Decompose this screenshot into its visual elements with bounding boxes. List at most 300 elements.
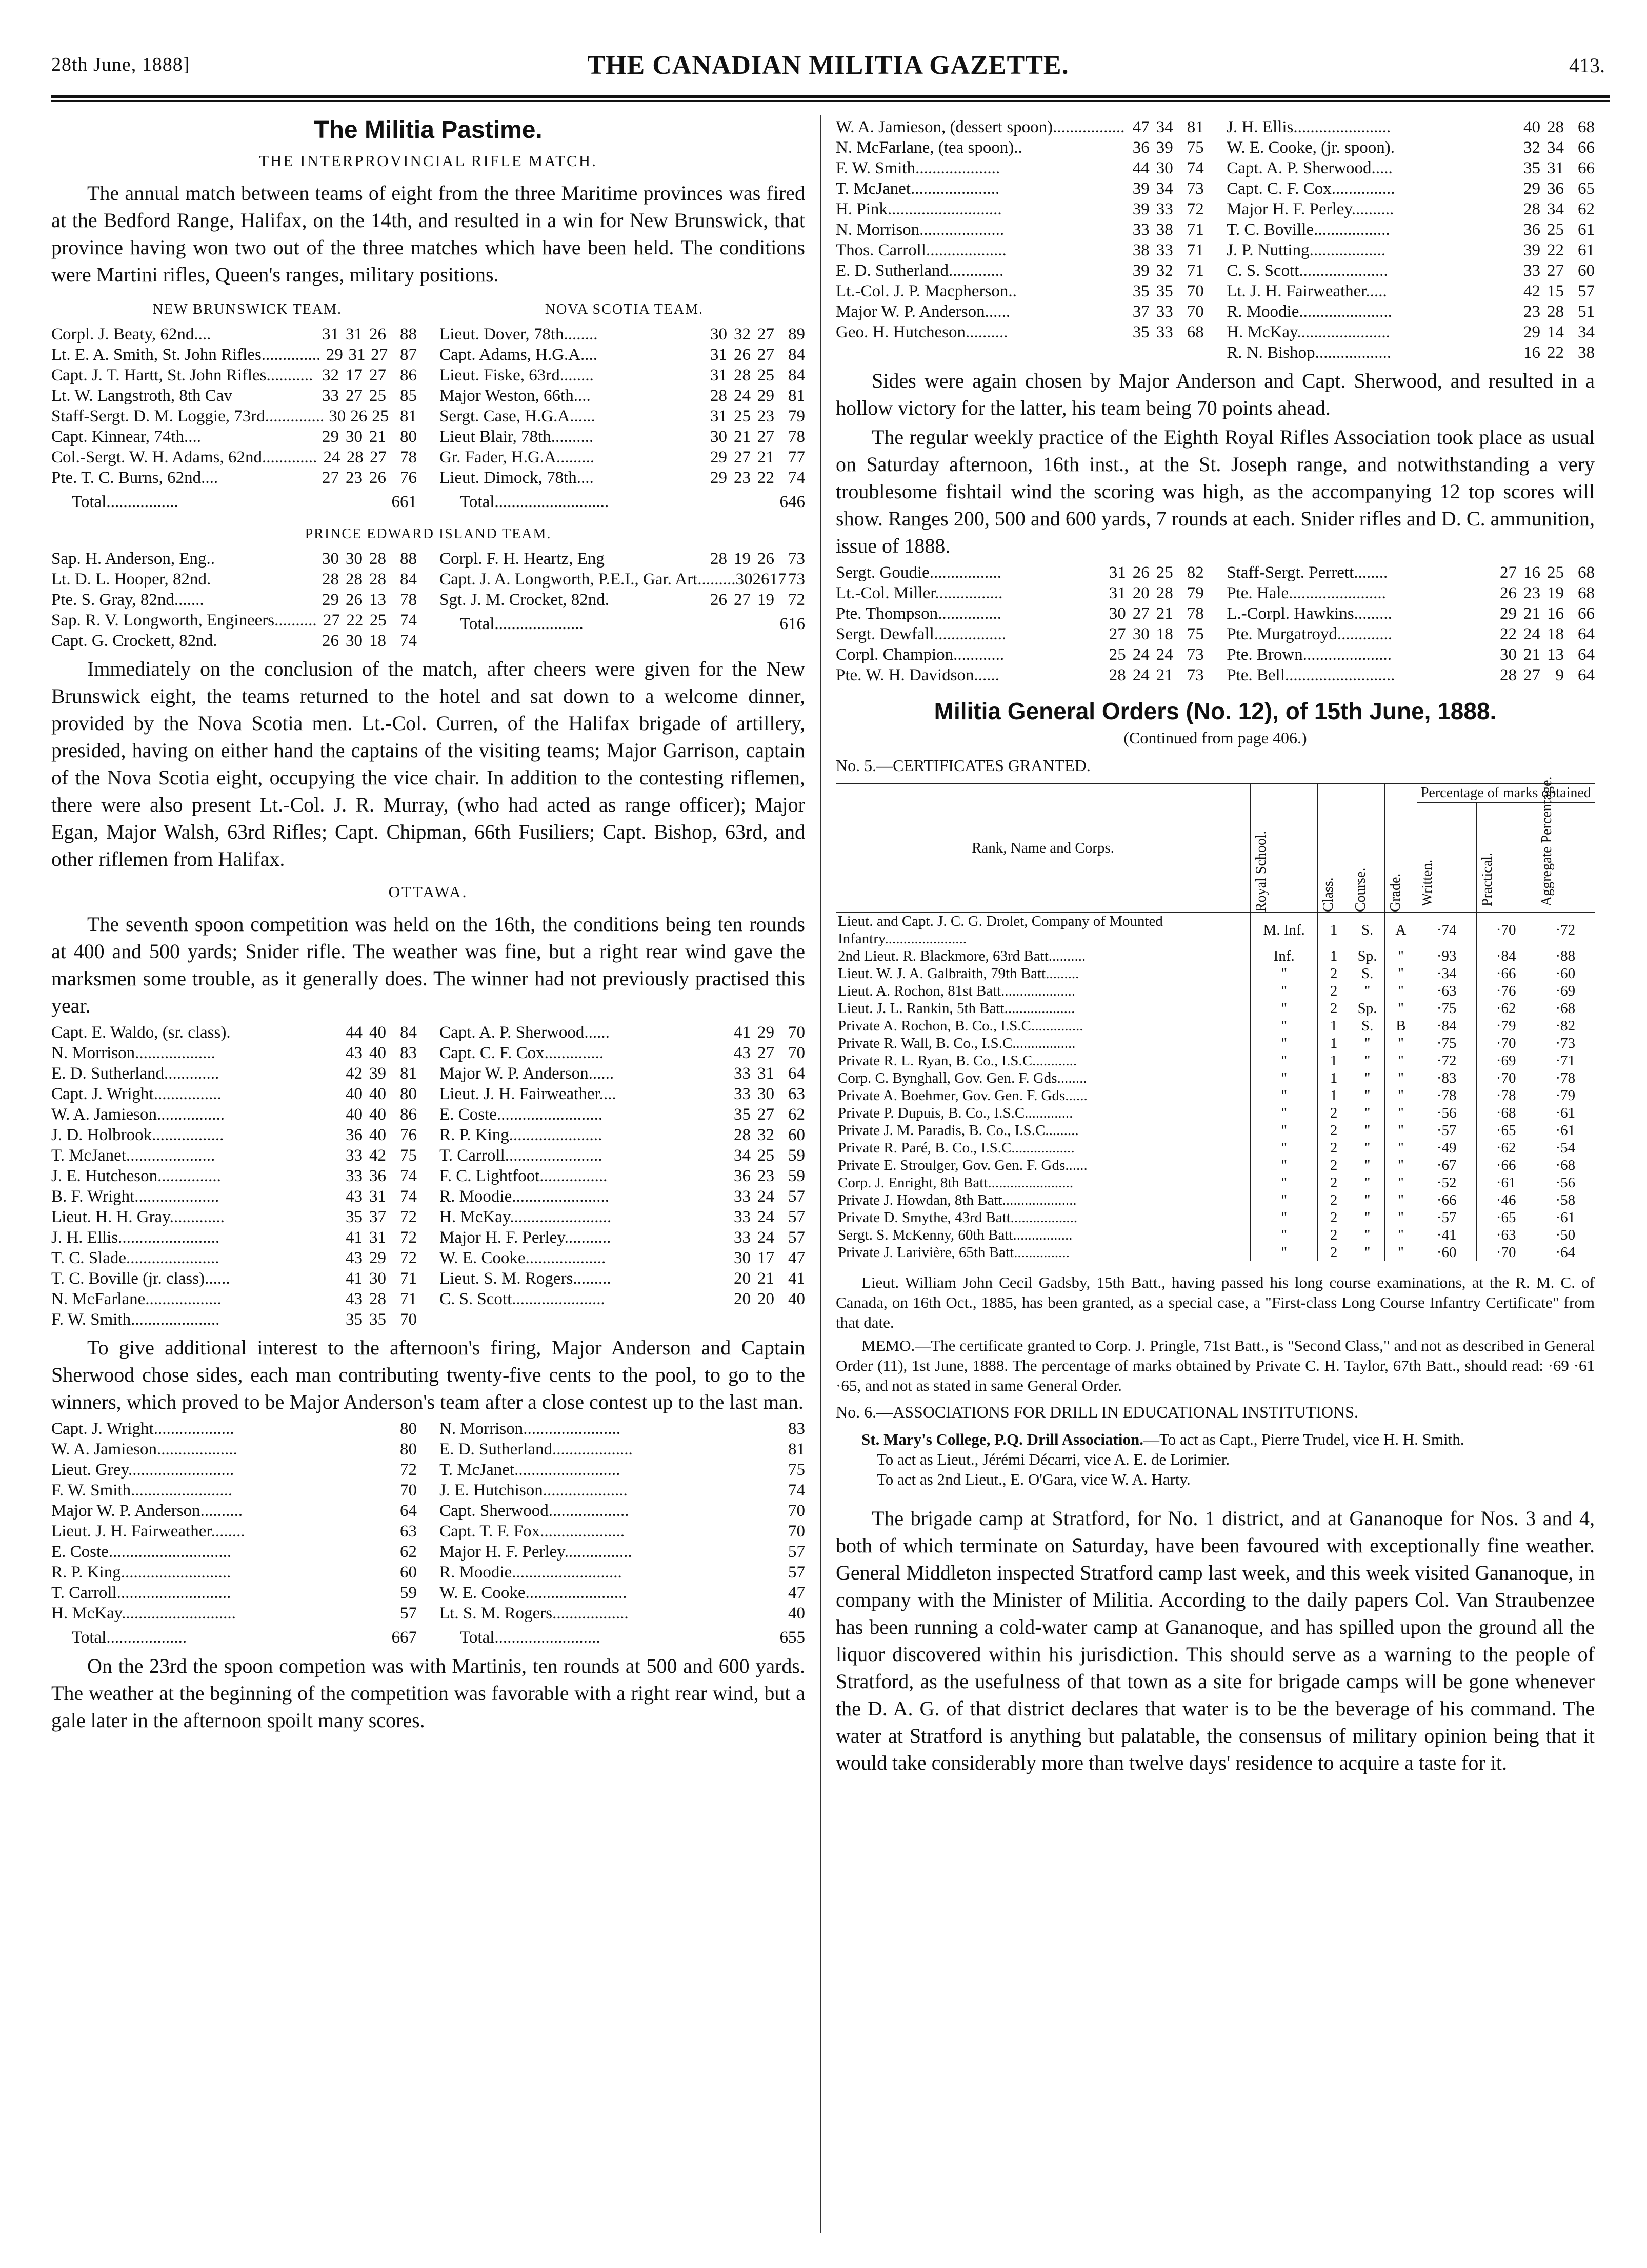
table-cell: S. [1350,965,1384,982]
score-row [1227,158,1595,178]
score-row [836,178,1204,199]
marksman-name: C. S. Scott..................... [1227,261,1388,280]
score-row [836,158,1204,178]
score-total: 57 [1578,282,1595,300]
table-cell: ·63 [1417,982,1476,1000]
score-value: 31 [1109,563,1126,582]
score-total: 66 [1578,159,1595,177]
score-row [51,631,417,651]
table-cell: ·60 [1417,1244,1476,1261]
score-value: 26 [350,407,368,426]
score-value: 41 [345,1269,363,1288]
marksman-name: Capt. J. A. Longworth, P.E.I., Gar. Art......... [439,570,736,589]
score-value: 23 [1523,584,1540,602]
marksman-name: Gr. Fader, H.G.A......... [439,448,595,467]
score-value: 28 [710,387,727,405]
marksman-name: T. Carroll....................... [439,1146,602,1165]
score-total: 72 [399,1228,417,1247]
score-total: 89 [788,325,805,343]
marksman-name: Capt. C. F. Cox............... [1227,179,1395,198]
col-header-course: Course. [1350,783,1384,913]
table-cell: " [1350,1209,1384,1226]
table-cell: ·70 [1476,1035,1536,1052]
score-total: 74 [788,1481,805,1500]
rank-name-corps: Lieut. A. Rochon, 81st Batt.................... [838,983,1076,999]
score-value: 31 [348,346,366,364]
score-value: 40 [369,1126,386,1144]
table-cell: ·76 [1476,982,1536,1000]
score-row [1227,322,1595,342]
score-total: 38 [1578,343,1595,362]
marksman-name: L.-Corpl. Hawkins......... [1227,604,1392,623]
score-row [51,1419,417,1439]
score-value: 35 [345,1310,363,1329]
score-total: 80 [399,1440,417,1459]
score-value: 22 [1500,625,1517,643]
score-row [51,1022,417,1043]
table-cell: 2 [1318,1174,1350,1191]
score-row [51,1166,417,1186]
score-value: 30 [322,550,339,568]
score-row [51,1104,417,1125]
spoon-scores [836,117,1595,363]
score-total: 60 [1578,261,1595,280]
table-cell: " [1385,1052,1417,1069]
score-row [439,590,805,610]
table-cell: 2 [1318,1122,1350,1139]
marksman-name: Major H. F. Perley.......... [1227,200,1394,218]
table-cell: " [1350,1139,1384,1157]
score-value: 19 [1547,584,1564,602]
table-cell: " [1350,1035,1384,1052]
header-rule-thin [51,100,1610,102]
score-row [439,1603,805,1624]
score-list [51,324,417,488]
score-total: 71 [1187,241,1204,259]
score-row [1227,603,1595,624]
score-value: 34 [1156,179,1173,198]
score-row [51,1542,417,1562]
score-row [51,324,417,345]
marksman-name: Pte. Hale....................... [1227,584,1386,602]
score-value: 27 [371,346,388,364]
score-row [439,468,805,488]
score-row [836,624,1204,644]
general-orders-title: Militia General Orders (No. 12), of 15th June, 1888. [934,698,1497,724]
ns-team [439,324,805,513]
table-cell: " [1251,1087,1318,1104]
marksman-name: J. H. Ellis....................... [1227,118,1391,136]
paragraph: The seventh spoon competition was held on the 16th, the conditions being ten rounds at 400 and 500 yards; Snider rifle. The weather was fine, but a right rear wind gave the marksmen some trouble, as it generally does. The winner had not previously practised this year. [51,913,805,1017]
table-cell: ·83 [1417,1069,1476,1087]
score-total: 64 [399,1502,417,1520]
score-list [51,1419,417,1624]
marksman-name: R. Moodie.......................... [439,1563,622,1582]
score-value: 30 [1156,159,1173,177]
score-list [439,549,805,610]
table-cell: ·54 [1536,1139,1595,1157]
score-row [1227,644,1595,665]
score-row [1227,665,1595,685]
score-value: 38 [1156,220,1173,239]
score-total: 57 [788,1208,805,1226]
score-value: 27 [1500,563,1517,582]
rank-name-corps: Private J. Larivière, 65th Batt............... [838,1244,1070,1261]
table-cell: " [1251,1174,1318,1191]
marksman-name: E. Coste......................... [439,1105,603,1124]
score-value: 20 [734,1269,751,1288]
col-header-school: Royal School. [1251,783,1318,913]
marksman-name: Lt.-Col. Miller................ [836,584,1003,602]
score-value: 24 [1132,666,1150,684]
section-title: The Militia Pastime. [314,116,543,144]
score-total: 57 [788,1187,805,1206]
score-row [439,1439,805,1460]
table-cell: ·68 [1536,1157,1595,1174]
score-total: 79 [788,407,805,426]
column-divider [820,115,821,2233]
score-total: 71 [1187,261,1204,280]
score-value: 30 [345,550,363,568]
score-row [51,1084,417,1104]
score-value: 35 [734,1105,751,1124]
score-value: 26 [1132,563,1150,582]
score-value: 28 [345,570,363,589]
col-header-aggregate: Aggregate Percentage. [1536,803,1595,913]
score-value: 16 [1523,563,1540,582]
score-value: 37 [1132,302,1150,321]
score-row [51,1248,417,1268]
marksman-name: Pte. Bell.......................... [1227,666,1395,684]
table-cell: " [1385,947,1417,965]
score-total: 71 [1187,220,1204,239]
score-value: 43 [345,1187,363,1206]
table-cell: " [1251,1052,1318,1069]
score-value: 25 [1547,220,1564,239]
marksman-name: Major W. P. Anderson.......... [51,1502,243,1520]
score-total: 70 [399,1310,417,1329]
marksman-name: R. N. Bishop.................. [1227,343,1392,362]
score-row [439,1104,805,1125]
score-value: 28 [346,448,364,467]
score-value: 30 [710,428,727,446]
score-row [439,1022,805,1043]
score-value: 21 [757,1269,774,1288]
marksman-name: Pte. W. H. Davidson...... [836,666,1000,684]
table-cell: ·70 [1476,1244,1536,1261]
table-cell: " [1251,1035,1318,1052]
table-cell: " [1385,1226,1417,1244]
score-value: 29 [326,346,343,364]
score-row [51,1125,417,1145]
table-row [836,1104,1595,1122]
table-cell: 2 [1318,1191,1350,1209]
score-value: 28 [322,570,339,589]
score-value: 25 [369,387,386,405]
table-row [836,1157,1595,1174]
score-row [439,1227,805,1248]
table-cell: ·69 [1476,1052,1536,1069]
marksman-name: J. H. Ellis........................ [51,1228,220,1247]
score-total: 66 [1578,138,1595,157]
score-value: 28 [369,570,386,589]
score-value: 40 [369,1044,386,1062]
paragraph: Immediately on the conclusion of the match, after cheers were given for the New Brunswick eight, the teams returned to the hotel and sat down to a welcome dinner, provided by the Nova Scotia men. Lt.-Col. Curren, of the Halifax brigade of artillery, presided, having on either hand the captains of the visiting teams; Major Garrison, captain of the Nova Scotia eight, occupying the vice chair. In addition to the contesting riflemen, there were also present Lt.-Col. J. R. Murray, (who had acted as range officer); Major Egan, Major Walsh, 63rd Rifles; Capt. Chipman, 66th Fusiliers; Capt. Bishop, 63rd, and other riflemen from Halifax. [51,657,805,870]
marksman-name: Sergt. Goudie................. [836,563,1001,582]
marksman-name: Capt. Kinnear, 74th.... [51,428,201,446]
marksman-name: Sergt. Case, H.G.A...... [439,407,595,426]
marksman-name: Sgt. J. M. Crocket, 82nd. [439,591,609,609]
score-value: 33 [1132,220,1150,239]
score-total: 75 [1187,625,1204,643]
table-cell: 1 [1318,947,1350,965]
score-list [51,549,417,651]
score-value: 21 [1156,666,1173,684]
table-cell: " [1385,1035,1417,1052]
table-cell: ·71 [1536,1052,1595,1069]
score-value: 33 [734,1085,751,1103]
table-cell: " [1251,1069,1318,1087]
marksman-name: T. C. Boville.................. [1227,220,1390,239]
table-cell: " [1251,1157,1318,1174]
score-row [51,1268,417,1289]
table-cell: ·52 [1417,1174,1476,1191]
score-total: 78 [1187,604,1204,623]
marksman-name: Lieut. Dimock, 78th.... [439,469,594,487]
table-cell: " [1385,1209,1417,1226]
ottawa-scores [51,1022,805,1330]
score-value: 27 [1132,604,1150,623]
table-cell: 2 [1318,1139,1350,1157]
score-value: 32 [1523,138,1540,157]
score-value: 18 [1547,625,1564,643]
score-row [439,1542,805,1562]
score-value: 28 [1500,666,1517,684]
score-total: 70 [788,1023,805,1042]
table-cell: " [1251,1244,1318,1261]
score-value: 28 [1109,666,1126,684]
score-value: 30 [1500,645,1517,664]
score-value: 33 [734,1187,751,1206]
score-value: 40 [1523,118,1540,136]
score-total: 70 [1187,282,1204,300]
table-cell: 1 [1318,1017,1350,1035]
table-cell: " [1251,1209,1318,1226]
score-value: 25 [1156,563,1173,582]
score-total: 61 [1578,241,1595,259]
side-right [439,1419,805,1648]
marksman-name: W. E. Cooke................... [439,1249,606,1267]
score-value: 21 [1523,604,1540,623]
score-value: 41 [345,1228,363,1247]
score-row [1227,137,1595,158]
score-list [836,117,1204,363]
score-value: 26 [734,346,751,364]
score-row [439,1583,805,1603]
score-value: 25 [734,407,751,426]
marksman-name: H. McKay........................ [439,1208,612,1226]
table-cell: " [1350,982,1384,1000]
score-value: 31 [369,1187,386,1206]
score-row [836,281,1204,301]
score-value: 34 [1547,200,1564,218]
certificates-body [836,913,1595,1262]
score-value: 36 [345,1126,363,1144]
rank-name-corps: Private E. Stroulger, Gov. Gen. F. Gds...... [838,1157,1088,1173]
marksman-name: Lt. S. M. Rogers.................. [439,1604,629,1623]
marksman-name: Thos. Carroll................... [836,241,1007,259]
table-cell: ·75 [1417,1035,1476,1052]
score-row [51,1289,417,1309]
marksman-name: Lieut. Grey......................... [51,1461,234,1479]
score-total: 84 [399,1023,417,1042]
score-value: 25 [757,1146,774,1165]
score-value: 24 [757,1228,774,1247]
score-value: 21 [1523,645,1540,664]
table-cell: ·58 [1536,1191,1595,1209]
table-cell: ·56 [1536,1174,1595,1191]
marksman-name: Lt.-Col. J. P. Macpherson.. [836,282,1017,300]
score-value: 18 [1156,625,1173,643]
score-value: 33 [1156,302,1173,321]
score-value: 32 [1156,261,1173,280]
table-cell: 2 [1318,1104,1350,1122]
score-row [439,1268,805,1289]
table-cell: " [1350,1244,1384,1261]
score-value: 31 [710,366,727,384]
score-list [439,324,805,488]
marksman-name: Capt. Sherwood................... [439,1502,629,1520]
table-cell: ·61 [1536,1209,1595,1226]
score-value: 36 [734,1167,751,1185]
note: Lieut. William John Cecil Gadsby, 15th Batt., having passed his long course examinations, at the R. M. C. of Canada, on 16th Oct., 1885, has been granted, as a special case, a "First-class Long Course Infantry Certificate" from that date. [836,1273,1595,1331]
marksman-name: Corpl. Champion............ [836,645,1005,664]
score-row [51,1521,417,1542]
score-row [1227,117,1595,137]
pei-scores [51,549,805,651]
score-value: 28 [369,1290,386,1308]
score-value: 39 [369,1064,386,1083]
score-value: 43 [345,1290,363,1308]
score-value: 30 [345,632,363,650]
score-value: 28 [710,550,727,568]
score-row [1227,260,1595,281]
marksman-name: W. E. Cooke........................ [439,1584,627,1602]
score-row [51,1439,417,1460]
score-value: 29 [322,591,339,609]
marksman-name: J. E. Hutcheson............... [51,1167,221,1185]
marksman-name: T. McJanet..................... [836,179,1000,198]
score-total: 70 [788,1522,805,1541]
appointment: To act as Lieut., Jérémi Décarri, vice A. E. de Lorimier. [877,1450,1230,1468]
rank-name-corps: Corp. J. Enright, 8th Batt....................... [838,1174,1074,1191]
table-cell: 1 [1318,913,1350,948]
table-cell: ·73 [1536,1035,1595,1052]
score-total: 60 [399,1563,417,1582]
table-cell: " [1251,1017,1318,1035]
score-row [439,427,805,447]
marksman-name: N. McFarlane.................. [51,1290,222,1308]
score-value: 25 [1109,645,1126,664]
score-total: 87 [399,346,417,364]
score-value: 33 [734,1228,751,1247]
score-value: 26 [369,469,386,487]
score-value: 21 [1156,604,1173,623]
rank-name-corps: Sergt. S. McKenny, 60th Batt................ [838,1227,1073,1243]
score-value: 27 [757,1044,774,1062]
paragraph: On the 23rd the spoon competion was with Martinis, ten rounds at 500 and 600 yards. The weather at the beginning of the competition was favorable with a right rear wind, but a gale later in the afternoon spoilt many scores. [51,1654,805,1732]
table-cell: 2 [1318,982,1350,1000]
score-value: 47 [1132,118,1150,136]
score-row [51,549,417,569]
score-value: 23 [1523,302,1540,321]
table-row [836,947,1595,965]
score-row [439,1419,805,1439]
score-row [836,117,1204,137]
marksman-name: Pte. Brown..................... [1227,645,1392,664]
score-value: 31 [1547,159,1564,177]
marksman-name: R. Moodie...................... [1227,302,1392,321]
score-value: 30 [1132,625,1150,643]
score-value: 40 [369,1105,386,1124]
royal-rifles-scores [836,562,1595,685]
team-heading: NOVA SCOTIA TEAM. [545,301,704,317]
score-row [439,386,805,406]
table-cell: 2 [1318,1157,1350,1174]
table-cell: ·79 [1476,1017,1536,1035]
score-row [836,603,1204,624]
score-total: 74 [399,611,417,630]
score-value: 30 [1109,604,1126,623]
rank-name-corps: Private R. Wall, B. Co., I.S.C................. [838,1035,1076,1051]
score-value: 33 [1523,261,1540,280]
score-value: 18 [369,632,386,650]
right-column [836,117,1595,1778]
header-rule-thick [51,95,1610,98]
score-value: 36 [1132,138,1150,157]
marksman-name: W. E. Cooke, (jr. spoon). [1227,138,1395,157]
score-value: 29 [757,1023,774,1042]
score-total: 76 [399,469,417,487]
marksman-name: Capt. E. Waldo, (sr. class). [51,1023,231,1042]
score-row [51,1562,417,1583]
marksman-name: F. W. Smith.................... [836,159,1000,177]
table-cell: B [1385,1017,1417,1035]
score-value: 27 [757,1105,774,1124]
score-row [439,1125,805,1145]
score-value: 43 [345,1044,363,1062]
score-value: 33 [734,1064,751,1083]
paragraph: Sides were again chosen by Major Anderson and Capt. Sherwood, and resulted in a hollow victory for the latter, his team being 70 points ahead. [836,369,1595,419]
total-row: Total........................... 646 [439,491,805,513]
score-row [1227,583,1595,603]
score-row [51,406,417,427]
score-value: 35 [1132,282,1150,300]
table-cell: ·61 [1536,1122,1595,1139]
score-total: 84 [788,346,805,364]
score-list [439,1022,805,1330]
marksman-name: Staff-Sergt. Perrett........ [1227,563,1388,582]
score-value: 35 [345,1208,363,1226]
table-cell: ·93 [1417,947,1476,965]
score-value: 42 [345,1064,363,1083]
drill-association: St. Mary's College, P.Q. Drill Association.—To act as Capt., Pierre Trudel, vice H. H. Smith. [861,1430,1464,1448]
score-value: 39 [1132,261,1150,280]
table-row [836,1191,1595,1209]
score-value: 23 [757,407,774,426]
team-headings [51,298,805,321]
marksman-name: E. D. Sutherland................... [439,1440,633,1459]
